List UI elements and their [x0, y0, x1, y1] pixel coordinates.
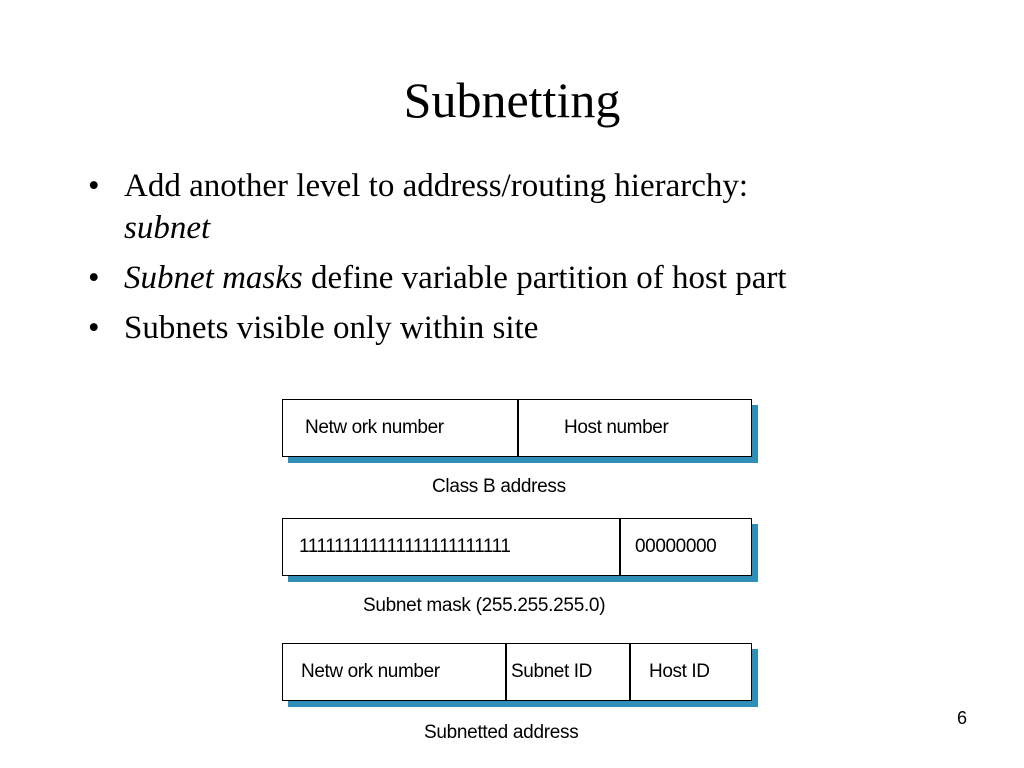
- mask-ones-field: 111111111111111111111111: [299, 536, 511, 557]
- bullet-text: define variable partition of host part: [302, 260, 787, 296]
- bullet-marker: •: [88, 260, 100, 296]
- bullet-list: [88, 165, 988, 357]
- field-divider: [505, 644, 507, 700]
- bullet-item: [88, 257, 988, 299]
- subnet-mask-box: [282, 518, 752, 576]
- mask-zeros-field: 00000000: [635, 536, 717, 557]
- bullet-item: [88, 307, 988, 349]
- bullet-marker: •: [88, 168, 100, 204]
- subnet-mask-caption: Subnet mask (255.255.255.0): [363, 595, 606, 616]
- subnetted-address-caption: Subnetted address: [424, 722, 579, 743]
- network-number-field: Netw ork number: [301, 661, 440, 682]
- class-b-caption: Class B address: [432, 476, 566, 497]
- bullet-italic-text: subnet: [124, 210, 211, 246]
- subnet-id-field: Subnet ID: [511, 661, 592, 682]
- subnetted-address-box: [282, 643, 752, 701]
- host-id-field: Host ID: [649, 661, 710, 682]
- bullet-item: [88, 165, 988, 249]
- field-divider: [619, 519, 621, 575]
- field-divider: [629, 644, 631, 700]
- host-number-field: Host number: [564, 417, 669, 438]
- network-number-field: Netw ork number: [305, 417, 444, 438]
- field-divider: [517, 400, 519, 456]
- bullet-text: Add another level to address/routing hierarchy:: [124, 168, 749, 204]
- bullet-marker: •: [88, 310, 100, 346]
- bullet-italic-text: Subnet masks: [124, 260, 303, 296]
- page-number: 6: [956, 708, 967, 728]
- slide-title: Subnetting: [403, 72, 621, 128]
- bullet-text: Subnets visible only within site: [124, 310, 539, 346]
- class-b-address-box: [282, 399, 752, 457]
